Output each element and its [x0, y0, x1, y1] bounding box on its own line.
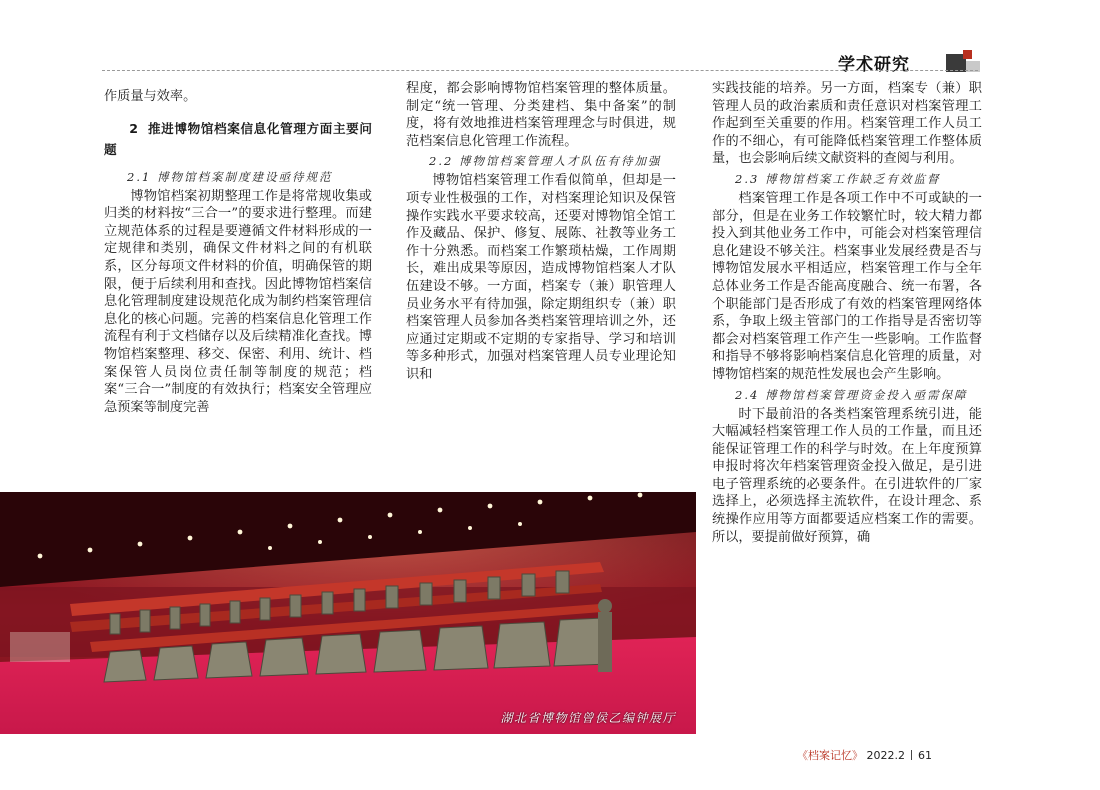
section-heading: 2 推进博物馆档案信息化管理方面主要问题: [104, 120, 372, 157]
issue-number: 2022.2: [866, 749, 905, 762]
paragraph: 时下最前沿的各类档案管理系统引进，能大幅减轻档案管理工作人员的工作量，而且还能保证管理工作的科学与时效。在上年度预算申报时将次年档案管理资金投入做足，是引进电子管理系统的必要条件。在引进软件的厂家选择上，必须选择主流软件，在设计理念、系统操作应用等方面都要适应档案工作的需要。所以，要提前做好预算，确: [712, 406, 982, 545]
paragraph: 实践技能的培养。另一方面，档案专（兼）职管理人员的政治素质和责任意识对档案管理工作起到至关重要的作用。档案管理工作人员工作的不细心，有可能降低档案管理工作整体质量，也会影响后续文献资料的查阅与利用。: [712, 81, 982, 167]
museum-bells-photo: [0, 492, 696, 734]
text-column-1: [104, 88, 372, 416]
text-column-3: [712, 80, 982, 546]
text-column-2: [406, 80, 676, 384]
paragraph: 程度，都会影响博物馆档案管理的整体质量。制定“统一管理、分类建档、集中备案”的制度，将有效地推进档案管理理念与时俱进，规范档案信息化管理工作流程。: [406, 81, 676, 149]
subsection-heading: 2.4 博物馆档案管理资金投入亟需保障: [735, 387, 968, 402]
photo-caption: 湖北省博物馆曾侯乙编钟展厅: [500, 711, 676, 725]
header-divider: [102, 70, 978, 71]
subsection-heading: 2.2 博物馆档案管理人才队伍有待加强: [429, 154, 662, 169]
paragraph: 作质量与效率。: [104, 89, 197, 104]
paragraph: 博物馆档案管理工作看似简单，但却是一项专业性极强的工作，对档案理论知识及保管操作实践水平要求较高，还要对博物馆全馆工作及藏品、保护、修复、展陈、社教等业务工作十分熟悉。而档案工作繁琐枯燥，工作周期长，难出成果等原因，造成博物馆档案人才队伍建设不够。一方面，档案专（兼）职管理人员业务水平有待加强，除定期组织专（兼）职档案管理人员参加各类档案管理培训之外，还应通过定期或不定期的专家指导、学习和培训等多种形式，加强对档案管理人员专业理论知识和: [406, 173, 676, 382]
footer-divider: [911, 750, 912, 760]
paragraph: 博物馆档案初期整理工作是将常规收集或归类的材料按“三合一”的要求进行整理。而建立规范体系的过程是要遵循文件材料形成的一定规律和类别，确保文件材料之间的有机联系，区分每项文件材料的价值，明确保管的期限，便于后续利用和查找。因此博物馆档案信息化管理制度建设规范化成为制约档案管理信息化的核心问题。完善的档案信息化管理工作流程有利于文档储存以及后续精准化查找。博物馆档案整理、移交、保密、利用、统计、档案保管人员岗位责任制等制度的规范；档案“三合一”制度的有效执行；档案安全管理应急预案等制度完善: [104, 188, 372, 415]
subsection-heading: 2.1 博物馆档案制度建设亟待规范: [127, 169, 333, 184]
page-footer: [797, 747, 932, 763]
paragraph: 档案管理工作是各项工作中不可或缺的一部分，但是在业务工作较繁忙时，较大精力都投入到其他业务工作中，可能会对档案管理信息化建设不够关注。档案事业发展经费是否与博物馆发展水平相适应，档案管理工作与全年总体业务工作是否能高度融合、统一布署，各个职能部门是否形成了有效的档案管理网络体系，争取上级主管部门的工作指导是否密切等都会对档案管理工作产生一些影响。工作监督和指导不够将影响档案信息化管理的质量，对博物馆档案的规范性发展也会产生影响。: [712, 190, 982, 382]
page-number: 61: [918, 749, 932, 762]
header-logo-mark: [946, 50, 980, 72]
section-header-title: 学术研究: [838, 55, 910, 75]
subsection-heading: 2.3 博物馆档案工作缺乏有效监督: [735, 171, 941, 186]
magazine-name: 《档案记忆》: [797, 749, 863, 762]
